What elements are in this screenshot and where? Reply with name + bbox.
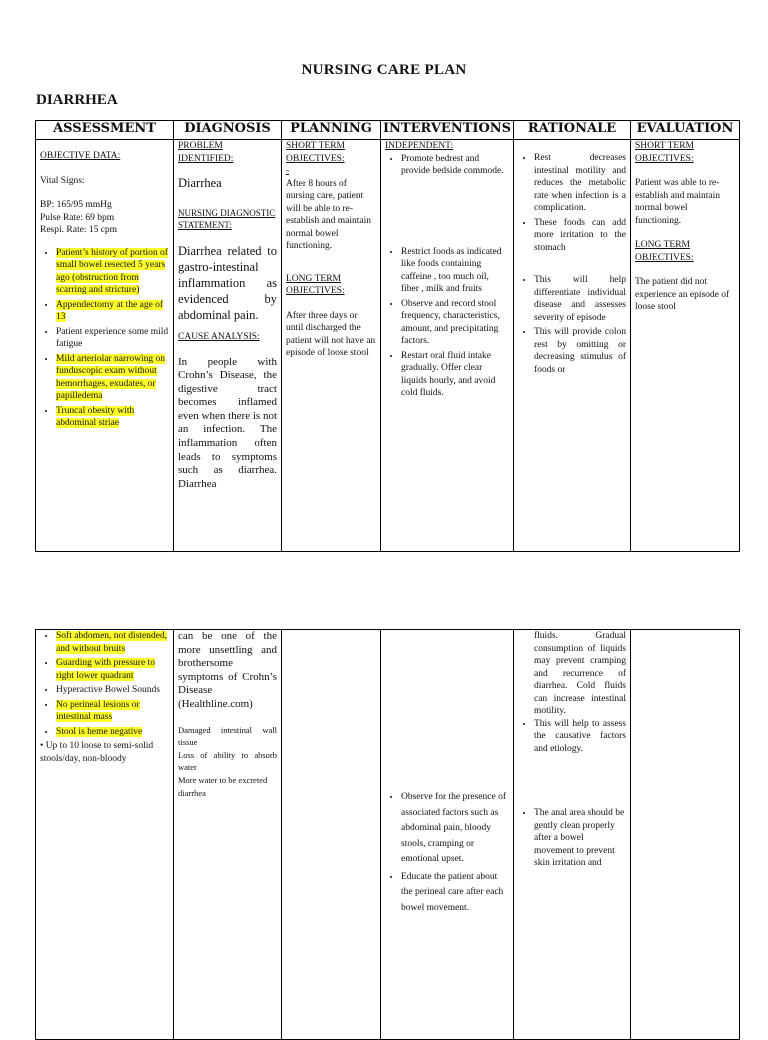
rationale-item: • This will help to assess the causative factors and etiology. [534, 718, 626, 756]
finding-text: Mild arteriolar narrowing on funduscopic exam without hemorrhages, exudates, or papilledema [56, 353, 165, 401]
interventions-continued-cell [381, 630, 514, 1040]
header-rationale: RATIONALE [514, 121, 631, 140]
intervention-item: • Observe for the presence of associated factors such as abdominal pain, bloody stools, cramping or emotional upset. [401, 790, 509, 868]
care-plan-table-page-1 [35, 120, 740, 552]
assessment-findings-list [40, 247, 169, 430]
long-term-objectives-label: LONG TERM OBJECTIVES: [286, 273, 345, 296]
assessment-cell [36, 140, 174, 552]
respiratory-rate: Respi. Rate: 15 cpm [40, 225, 118, 235]
rationale-cell [514, 140, 631, 552]
assessment-finding [56, 726, 169, 739]
assessment-finding [56, 657, 169, 682]
rationale-item: • These foods can add more irritation to the stomach [534, 217, 626, 255]
header-row [36, 121, 740, 140]
assessment-finding [56, 326, 169, 351]
finding-text: Guarding with pressure to right lower quadrant [56, 658, 155, 681]
evaluation-continued-cell [631, 630, 740, 1040]
finding-text: Patient experience some mild fatigue [56, 326, 169, 349]
vital-signs-label: Vital Signs: [40, 175, 85, 186]
finding-text: Appendectomy at the age of 13 [56, 299, 164, 322]
short-term-dash: - [286, 166, 290, 176]
pulse-rate: Pulse Rate: 69 bpm [40, 212, 115, 223]
assessment-finding [56, 699, 169, 724]
short-term-objective: After 8 hours of nursing care, patient will be able to re-establish and maintain normal bowel functioning. [286, 178, 371, 251]
assessment-findings-list-continued [40, 630, 169, 738]
assessment-finding [56, 630, 169, 655]
evaluation-short-term-label: SHORT TERM OBJECTIVES: [635, 141, 694, 164]
evaluation-cell [631, 140, 740, 552]
finding-text: No perineal lesions or intestinal mass [56, 699, 140, 722]
independent-label: INDEPENDENT: [385, 141, 454, 151]
intervention-item: • Restart oral fluid intake gradually. Offer clear liquids hourly, and avoid cold fluids. [401, 350, 509, 400]
problem-text: Diarrhea [178, 176, 222, 190]
header-assessment: ASSESSMENT [36, 121, 174, 140]
pathophysiology-step: Damaged intestinal wall tissue [178, 724, 277, 748]
nursing-diagnostic-statement-label: NURSING DIAGNOSTIC STATEMENT: [178, 208, 276, 230]
cause-analysis-label: CAUSE ANALYSIS: [178, 332, 260, 342]
planning-continued-cell [282, 630, 381, 1040]
evaluation-long-term: The patient did not experience an episode of loose stool [635, 277, 730, 312]
continuation-row [36, 630, 740, 1040]
assessment-continued-cell [36, 630, 174, 1040]
header-interventions: INTERVENTIONS [381, 121, 514, 140]
intervention-item: • Observe and record stool frequency, characteristics, amount, and precipitating factors. [401, 298, 509, 348]
nursing-diagnostic-statement: Diarrhea related to gastro-intestinal inflammation as evidenced by abdominal pain. [178, 244, 277, 322]
document-subtitle: DIARRHEA [36, 92, 118, 108]
short-term-objectives-label: SHORT TERM OBJECTIVES: [286, 141, 345, 164]
assessment-finding [56, 299, 169, 324]
rationale-item: • The anal area should be gently clean properly after a bowel movement to prevent skin irritation and [534, 807, 626, 870]
assessment-finding [56, 405, 169, 430]
assessment-finding [56, 684, 169, 697]
intervention-item: • Educate the patient about the perineal care after each bowel movement. [401, 870, 509, 917]
cause-analysis-continued: can be one of the more unsettling and brothersome symptoms of Crohn’s Disease (Healthline.com) [178, 630, 277, 710]
finding-text: Soft abdomen, not distended, and without bruits [56, 631, 168, 654]
diagnosis-continued-cell [174, 630, 282, 1040]
cause-analysis-text: In people with Crohn’s Disease, the digestive tract becomes inflamed even when there is not an infection. The inflammation often leads to symptoms such as diarrhea. Diarrhea [178, 355, 277, 490]
problem-identified-label: PROBLEM IDENTIFIED: [178, 141, 234, 164]
assessment-finding [56, 353, 169, 403]
rationale-item: • Rest decreases intestinal motility and reduces the metabolic rate when infection is a complication. [534, 152, 626, 215]
blood-pressure: BP: 165/95 mmHg [40, 200, 112, 210]
care-plan-table-page-2 [35, 629, 740, 1040]
finding-text: Stool is heme negative [56, 726, 143, 737]
objective-data-label: OBJECTIVE DATA: [40, 151, 121, 161]
assessment-finding [56, 247, 169, 297]
document-title: NURSING CARE PLAN [301, 62, 467, 78]
finding-text: Truncal obesity with abdominal striae [56, 405, 135, 428]
planning-cell [282, 140, 381, 552]
finding-text: Patient’s history of portion of small bowel resected 5 years ago (obstruction from scarring and stricture) [56, 247, 168, 295]
long-term-objective: After three days or until discharged the patient will not have an episode of loose stool [286, 310, 376, 358]
intervention-item: • Restrict foods as indicated like foods containing caffeine , too much oil, fiber , milk and fruits [401, 246, 509, 296]
finding-text: Hyperactive Bowel Sounds [56, 685, 160, 695]
header-planning: PLANNING [282, 121, 381, 140]
stool-frequency-note: • Up to 10 loose to semi-solid stools/day, non-bloody [40, 741, 154, 764]
interventions-cell [381, 140, 514, 552]
pathophysiology-step: More water to be excreted [178, 774, 268, 785]
rationale-item: • This will provide colon rest by omitting or decreasing stimulus of foods or [534, 326, 626, 376]
pathophysiology-step: diarrhea [178, 787, 206, 798]
diagnosis-cell [174, 140, 282, 552]
header-evaluation: EVALUATION [631, 121, 740, 140]
rationale-item: • This will help differentiate individual disease and assesses severity of episode [534, 274, 626, 324]
rationale-continued-text: fluids. Gradual consumption of liquids may prevent cramping and recurrence of diarrhea. Cold fluids can increase intestinal motility. [534, 631, 626, 716]
rationale-continued-cell [514, 630, 631, 1040]
header-diagnosis: DIAGNOSIS [174, 121, 282, 140]
intervention-item: • Promote bedrest and provide bedside commode. [401, 153, 509, 178]
content-row [36, 140, 740, 552]
evaluation-short-term: Patient was able to re-establish and maintain normal bowel functioning. [635, 178, 720, 226]
evaluation-long-term-label: LONG TERM OBJECTIVES: [635, 240, 694, 263]
pathophysiology-step: Loss of ability to absorb water [178, 749, 277, 773]
